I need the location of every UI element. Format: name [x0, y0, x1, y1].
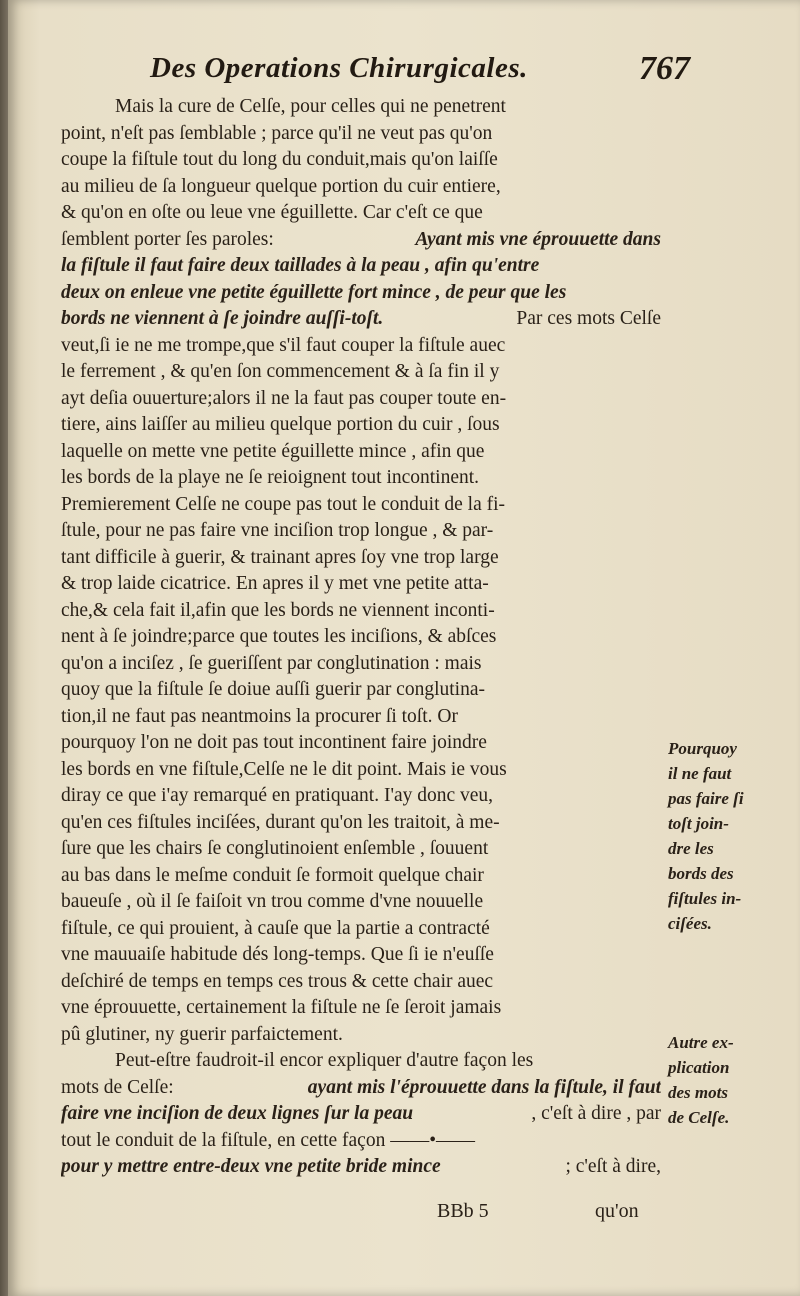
- text-line: [61, 465, 661, 492]
- text-line: [61, 200, 661, 227]
- margin-note-line: Autre ex-: [668, 1033, 734, 1052]
- text-line: [61, 810, 661, 837]
- text-run: mots de Celſe:: [61, 1076, 174, 1098]
- text-run: deſchiré de temps en temps ces trous & cette chair auec: [61, 970, 494, 992]
- text-line: [61, 757, 661, 784]
- text-line: [61, 677, 661, 704]
- text-run: point, n'eſt pas ſemblable ; parce qu'il ne veut pas qu'on: [61, 122, 493, 144]
- main-text-block: [61, 94, 661, 1181]
- text-run: laquelle on mette vne petite éguillette mince , afin que: [61, 440, 485, 462]
- text-run: vne mauuaiſe habitude dés long-temps. Que ſi ie n'euſſe: [61, 944, 494, 965]
- text-run: les bords de la playe ne ſe reioignent tout incontinent.: [61, 467, 480, 488]
- text-run: , c'eſt à dire , par: [526, 1103, 661, 1124]
- text-run: diray ce que i'ay remarqué en pratiquant. I'ay donc veu,: [61, 785, 494, 806]
- text-run: ; c'eſt à dire,: [560, 1156, 661, 1177]
- italic-text-run: deux on enleue vne petite éguillette fort mince , de peur que les: [61, 281, 567, 303]
- text-line: [61, 624, 661, 651]
- margin-note-autre-explication: [668, 1030, 780, 1130]
- text-run: ayt deſia ouuerture;alors il ne la faut pas couper toute en-: [61, 387, 507, 409]
- text-line: [61, 147, 661, 174]
- text-line: [61, 121, 661, 148]
- page-number: 767: [639, 50, 690, 87]
- text-run: Premierement Celſe ne coupe pas tout le conduit de la fi-: [61, 493, 506, 515]
- text-run: qu'en ces fiſtules inciſées, durant qu'on les traitoit, à me-: [61, 811, 500, 833]
- text-line: [61, 783, 661, 810]
- text-run: ſemblent porter ſes paroles:: [61, 228, 279, 250]
- text-line: [61, 94, 661, 121]
- text-run: ſure que les chairs ſe conglutinoient enſemble , ſouuent: [61, 838, 489, 859]
- signature-mark: BBb 5: [437, 1200, 489, 1222]
- text-line: [61, 359, 661, 386]
- margin-note-line: fiſtules in-: [668, 889, 742, 908]
- text-line: [61, 730, 661, 757]
- margin-note-line: plication: [668, 1058, 730, 1077]
- text-run: fiſtule, ce qui prouient, à cauſe que la partie a contracté: [61, 917, 490, 939]
- text-run: au milieu de ſa longueur quelque portion du cuir entiere,: [61, 175, 501, 197]
- text-run: & trop laide cicatrice. En apres il y met vne petite atta-: [61, 573, 489, 594]
- italic-text-run: faire vne inciſion de deux lignes ſur la peau: [61, 1103, 414, 1124]
- running-header: [150, 52, 690, 96]
- text-line: [61, 889, 661, 916]
- text-run: veut,ſi ie ne me trompe,que s'il faut couper la fiſtule auec: [61, 334, 506, 356]
- text-run: qu'on a inciſez , ſe gueriſſent par conglutination : mais: [61, 652, 482, 674]
- text-run: coupe la fiſtule tout du long du conduit,mais qu'on laiſſe: [61, 149, 498, 170]
- text-line: [61, 280, 661, 307]
- text-line: [61, 412, 661, 439]
- text-line: [61, 518, 661, 545]
- text-run: tant difficile à guerir, & trainant apres ſoy vne trop large: [61, 546, 499, 568]
- text-line: [61, 1128, 661, 1155]
- text-run: tiere, ains laiſſer au milieu quelque portion du cuir , ſous: [61, 414, 500, 435]
- italic-text-run: pour y mettre entre-deux vne petite bride mince: [61, 1156, 441, 1177]
- text-line: [61, 969, 661, 996]
- text-run: le ferrement , & qu'en ſon commencement & à ſa fin il y: [61, 361, 500, 382]
- text-line: [61, 1075, 661, 1102]
- text-line: [61, 1154, 661, 1181]
- text-line: [61, 836, 661, 863]
- text-run: les bords en vne fiſtule,Celſe ne le dit point. Mais ie vous: [61, 758, 507, 780]
- text-run: Peut-eſtre faudroit-il encor expliquer d'autre façon les: [115, 1050, 534, 1071]
- text-run: & qu'on en oſte ou leue vne éguillette. Car c'eſt ce que: [61, 202, 483, 223]
- text-line: [61, 174, 661, 201]
- margin-note-line: ciſées.: [668, 914, 712, 933]
- text-run: tout le conduit de la fiſtule, en cette façon ——•——: [61, 1129, 476, 1151]
- text-line: [61, 227, 661, 254]
- text-line: [61, 598, 661, 625]
- margin-note-line: bords des: [668, 864, 734, 883]
- text-run: pourquoy l'on ne doit pas tout incontinent faire joindre: [61, 732, 487, 753]
- text-run: che,& cela fait il,afin que les bords ne viennent inconti-: [61, 599, 495, 621]
- text-line: [61, 1048, 661, 1075]
- italic-text-run: bords ne viennent à ſe joindre auſſi-toſt.: [61, 308, 384, 329]
- text-line: [61, 545, 661, 572]
- text-line: [61, 571, 661, 598]
- italic-text-run: ayant mis l'éprouuette dans la fiſtule, il faut: [307, 1076, 661, 1098]
- margin-note-line: toſt join-: [668, 814, 729, 833]
- catchword: qu'on: [595, 1200, 639, 1222]
- text-line: [61, 386, 661, 413]
- text-line: [61, 916, 661, 943]
- margin-note-line: il ne faut: [668, 764, 732, 783]
- margin-note-line: de Celſe.: [668, 1108, 730, 1127]
- text-line: [61, 1101, 661, 1128]
- text-run: vne éprouuette, certainement la fiſtule ne ſe ſeroit jamais: [61, 997, 502, 1018]
- text-line: [61, 253, 661, 280]
- text-run: Mais la cure de Celſe, pour celles qui ne penetrent: [115, 96, 506, 117]
- margin-note-pourquoy: [668, 736, 780, 936]
- text-line: [61, 704, 661, 731]
- text-line: [61, 1022, 661, 1049]
- text-run: tion,il ne faut pas neantmoins la procurer ſi toſt. Or: [61, 705, 458, 727]
- text-line: [61, 942, 661, 969]
- italic-text-run: Ayant mis vne éprouuette dans: [415, 228, 661, 250]
- text-line: [61, 306, 661, 333]
- text-run: ſtule, pour ne pas faire vne inciſion trop longue , & par-: [61, 520, 494, 541]
- text-line: [61, 995, 661, 1022]
- text-run: au bas dans le meſme conduit ſe formoit quelque chair: [61, 864, 484, 886]
- margin-note-line: dre les: [668, 839, 714, 858]
- text-line: [61, 439, 661, 466]
- running-title: Des Operations Chirurgicales.: [150, 52, 528, 84]
- margin-note-line: des mots: [668, 1083, 728, 1102]
- text-run: quoy que la fiſtule ſe doiue auſſi guerir par conglutina-: [61, 679, 485, 700]
- text-run: Par ces mots Celſe: [511, 308, 661, 329]
- margin-note-line: pas faire ſi: [668, 789, 744, 808]
- text-run: baueuſe , où il ſe faiſoit vn trou comme d'vne nouuelle: [61, 891, 484, 912]
- text-line: [61, 492, 661, 519]
- text-run: nent à ſe joindre;parce que toutes les inciſions, & abſces: [61, 626, 497, 647]
- text-line: [61, 863, 661, 890]
- italic-text-run: la fiſtule il faut faire deux taillades à la peau , afin qu'entre: [61, 255, 540, 276]
- text-run: pû glutiner, ny guerir parfaictement.: [61, 1023, 343, 1045]
- text-line: [61, 333, 661, 360]
- margin-note-line: Pourquoy: [668, 739, 737, 758]
- text-line: [61, 651, 661, 678]
